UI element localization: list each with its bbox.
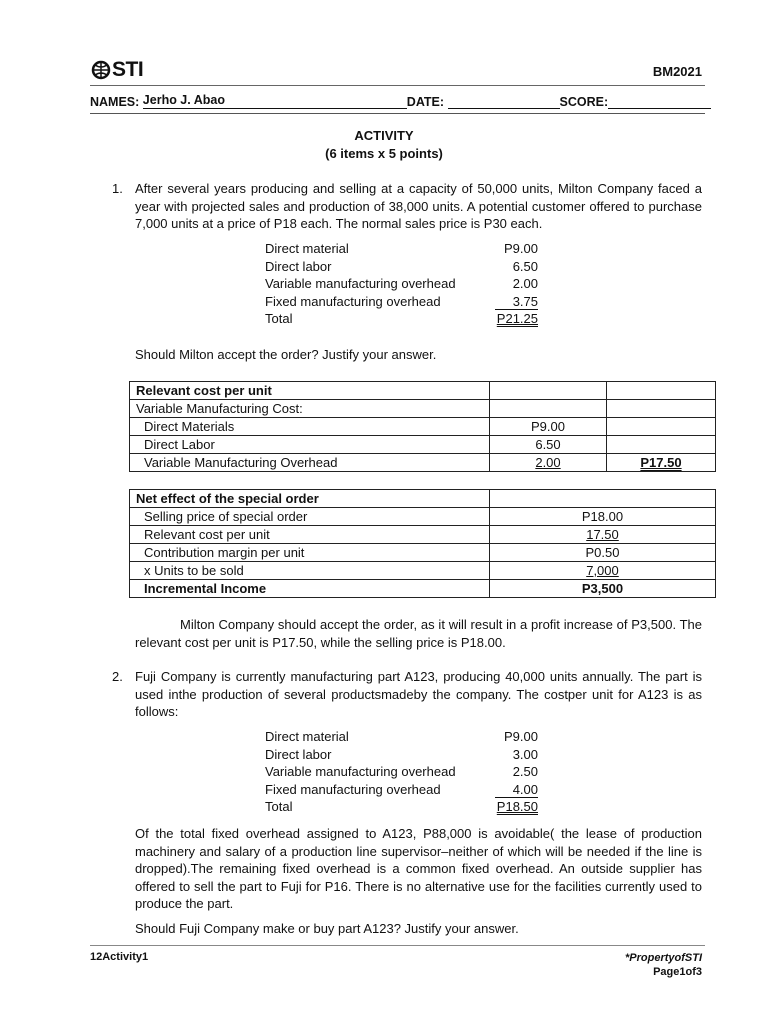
cost-value: 3.00 [512, 746, 538, 762]
cost-value: P9.00 [504, 241, 538, 256]
cost-row [265, 240, 538, 258]
table-row [130, 454, 716, 472]
activity-subtitle: (6 items x 5 points) [325, 146, 443, 161]
footer-page: Page1of3 [653, 966, 702, 978]
cost-label: Direct material [265, 729, 349, 744]
names-value: Jerho J. Abao [142, 93, 225, 107]
cost-row [265, 258, 538, 276]
q2-text2: Of the total fixed overhead assigned to A123, P88,000 is avoidable( the lease of production machinery and salary of a production line supervisor–neither of which will be needed if the line is dropped).The remaining fixed overhead is a common fixed overhead. An outside supplier has offered to sell the part to Fuji for P16. There is no alternative use for the facilities currently used to produce the part. [135, 826, 702, 911]
q2-cost-table [265, 728, 538, 816]
q1-question: Should Milton accept the order? Justify your answer. [135, 347, 437, 362]
date-field[interactable] [448, 93, 560, 109]
table-row [130, 436, 716, 454]
cost-row [265, 798, 538, 816]
cost-label: Fixed manufacturing overhead [265, 293, 441, 309]
row-value: P18.00 [490, 508, 716, 526]
row-label: Direct Materials [130, 418, 490, 436]
row-value: P3,500 [490, 580, 716, 598]
q2-text: Fuji Company is currently manufacturing part A123, producing 40,000 units annually. The part is used inthe production of several productsmadeby the company. The costper unit for A123 is as follows: [135, 669, 702, 719]
document-code: BM2021 [652, 64, 702, 79]
row-label: Variable Manufacturing Overhead [130, 454, 490, 472]
cost-label: Direct labor [265, 258, 332, 274]
score-label: SCORE: [559, 95, 609, 109]
row-label: Direct Labor [130, 436, 490, 454]
q1-answer: Milton Company should accept the order, as it will result in a profit increase of P3,500. The relevant cost per unit is P17.50, while the selling price is P18.00. [135, 617, 702, 650]
relevant-cost-table [129, 381, 716, 472]
activity-title: ACTIVITY [354, 128, 414, 143]
names-label: NAMES: [90, 95, 140, 109]
cost-row [265, 293, 538, 311]
header-divider [90, 85, 705, 86]
footer-divider [90, 945, 705, 946]
cost-row [265, 728, 538, 746]
cost-value: P9.00 [504, 729, 538, 744]
net-effect-header: Net effect of the special order [130, 490, 490, 508]
cost-row [265, 781, 538, 799]
row-total: P17.50 [640, 455, 682, 470]
row-value: 2.00 [535, 455, 561, 470]
row-value: 7,000 [586, 563, 619, 578]
footer-left: 12Activity1 [90, 951, 149, 963]
cost-label: Direct labor [265, 746, 332, 762]
score-field[interactable] [608, 93, 711, 109]
cost-row [265, 763, 538, 781]
row-value: P0.50 [490, 544, 716, 562]
row-label: Contribution margin per unit [130, 544, 490, 562]
table-row [130, 508, 716, 526]
table-row [130, 526, 716, 544]
sti-globe-icon [91, 60, 111, 80]
names-row [90, 93, 711, 109]
cost-label: Variable manufacturing overhead [265, 764, 456, 779]
row-total [607, 418, 716, 436]
cost-label: Total [265, 311, 293, 326]
row-total [607, 436, 716, 454]
table-row [130, 562, 716, 580]
names-divider [90, 113, 705, 114]
cost-total-value: P18.50 [496, 799, 538, 814]
table-row [130, 580, 716, 598]
footer-property: *PropertyofSTI [624, 952, 702, 964]
row-value: P9.00 [490, 418, 607, 436]
cost-value: 2.50 [512, 764, 538, 779]
table-row [130, 544, 716, 562]
cost-label: Total [265, 799, 293, 814]
row-label: Incremental Income [130, 580, 490, 598]
cost-row [265, 746, 538, 764]
logo-text: STI [112, 58, 144, 81]
row-label: Relevant cost per unit [130, 526, 490, 544]
relevant-cost-header: Relevant cost per unit [130, 382, 490, 400]
cost-value: 4.00 [495, 782, 538, 798]
cost-row [265, 310, 538, 328]
cost-row [265, 275, 538, 293]
sti-logo [91, 58, 143, 82]
footer-right [625, 951, 702, 979]
date-label: DATE: [406, 95, 445, 109]
relevant-cost-subheader: Variable Manufacturing Cost: [130, 400, 490, 418]
net-effect-table [129, 489, 716, 598]
row-label: x Units to be sold [130, 562, 490, 580]
row-value: 17.50 [586, 527, 619, 542]
row-value: 6.50 [490, 436, 607, 454]
q2-number: 2. [112, 669, 123, 684]
cost-total-value: P21.25 [496, 311, 538, 326]
names-field[interactable] [143, 93, 407, 109]
q1-cost-table [265, 240, 538, 328]
cost-label: Direct material [265, 241, 349, 256]
q1-number: 1. [112, 181, 123, 196]
cost-label: Fixed manufacturing overhead [265, 781, 441, 797]
row-label: Selling price of special order [130, 508, 490, 526]
cost-label: Variable manufacturing overhead [265, 276, 456, 291]
table-row [130, 418, 716, 436]
cost-value: 6.50 [512, 258, 538, 274]
cost-value: 2.00 [512, 276, 538, 291]
cost-value: 3.75 [495, 294, 538, 310]
q2-question: Should Fuji Company make or buy part A123? Justify your answer. [135, 921, 519, 936]
q1-text: After several years producing and selling at a capacity of 50,000 units, Milton Company faced a year with projected sales and production of 38,000 units. A potential customer offered to purchase 7,000 units at a price of P18 each. The normal sales price is P30 each. [135, 181, 702, 231]
